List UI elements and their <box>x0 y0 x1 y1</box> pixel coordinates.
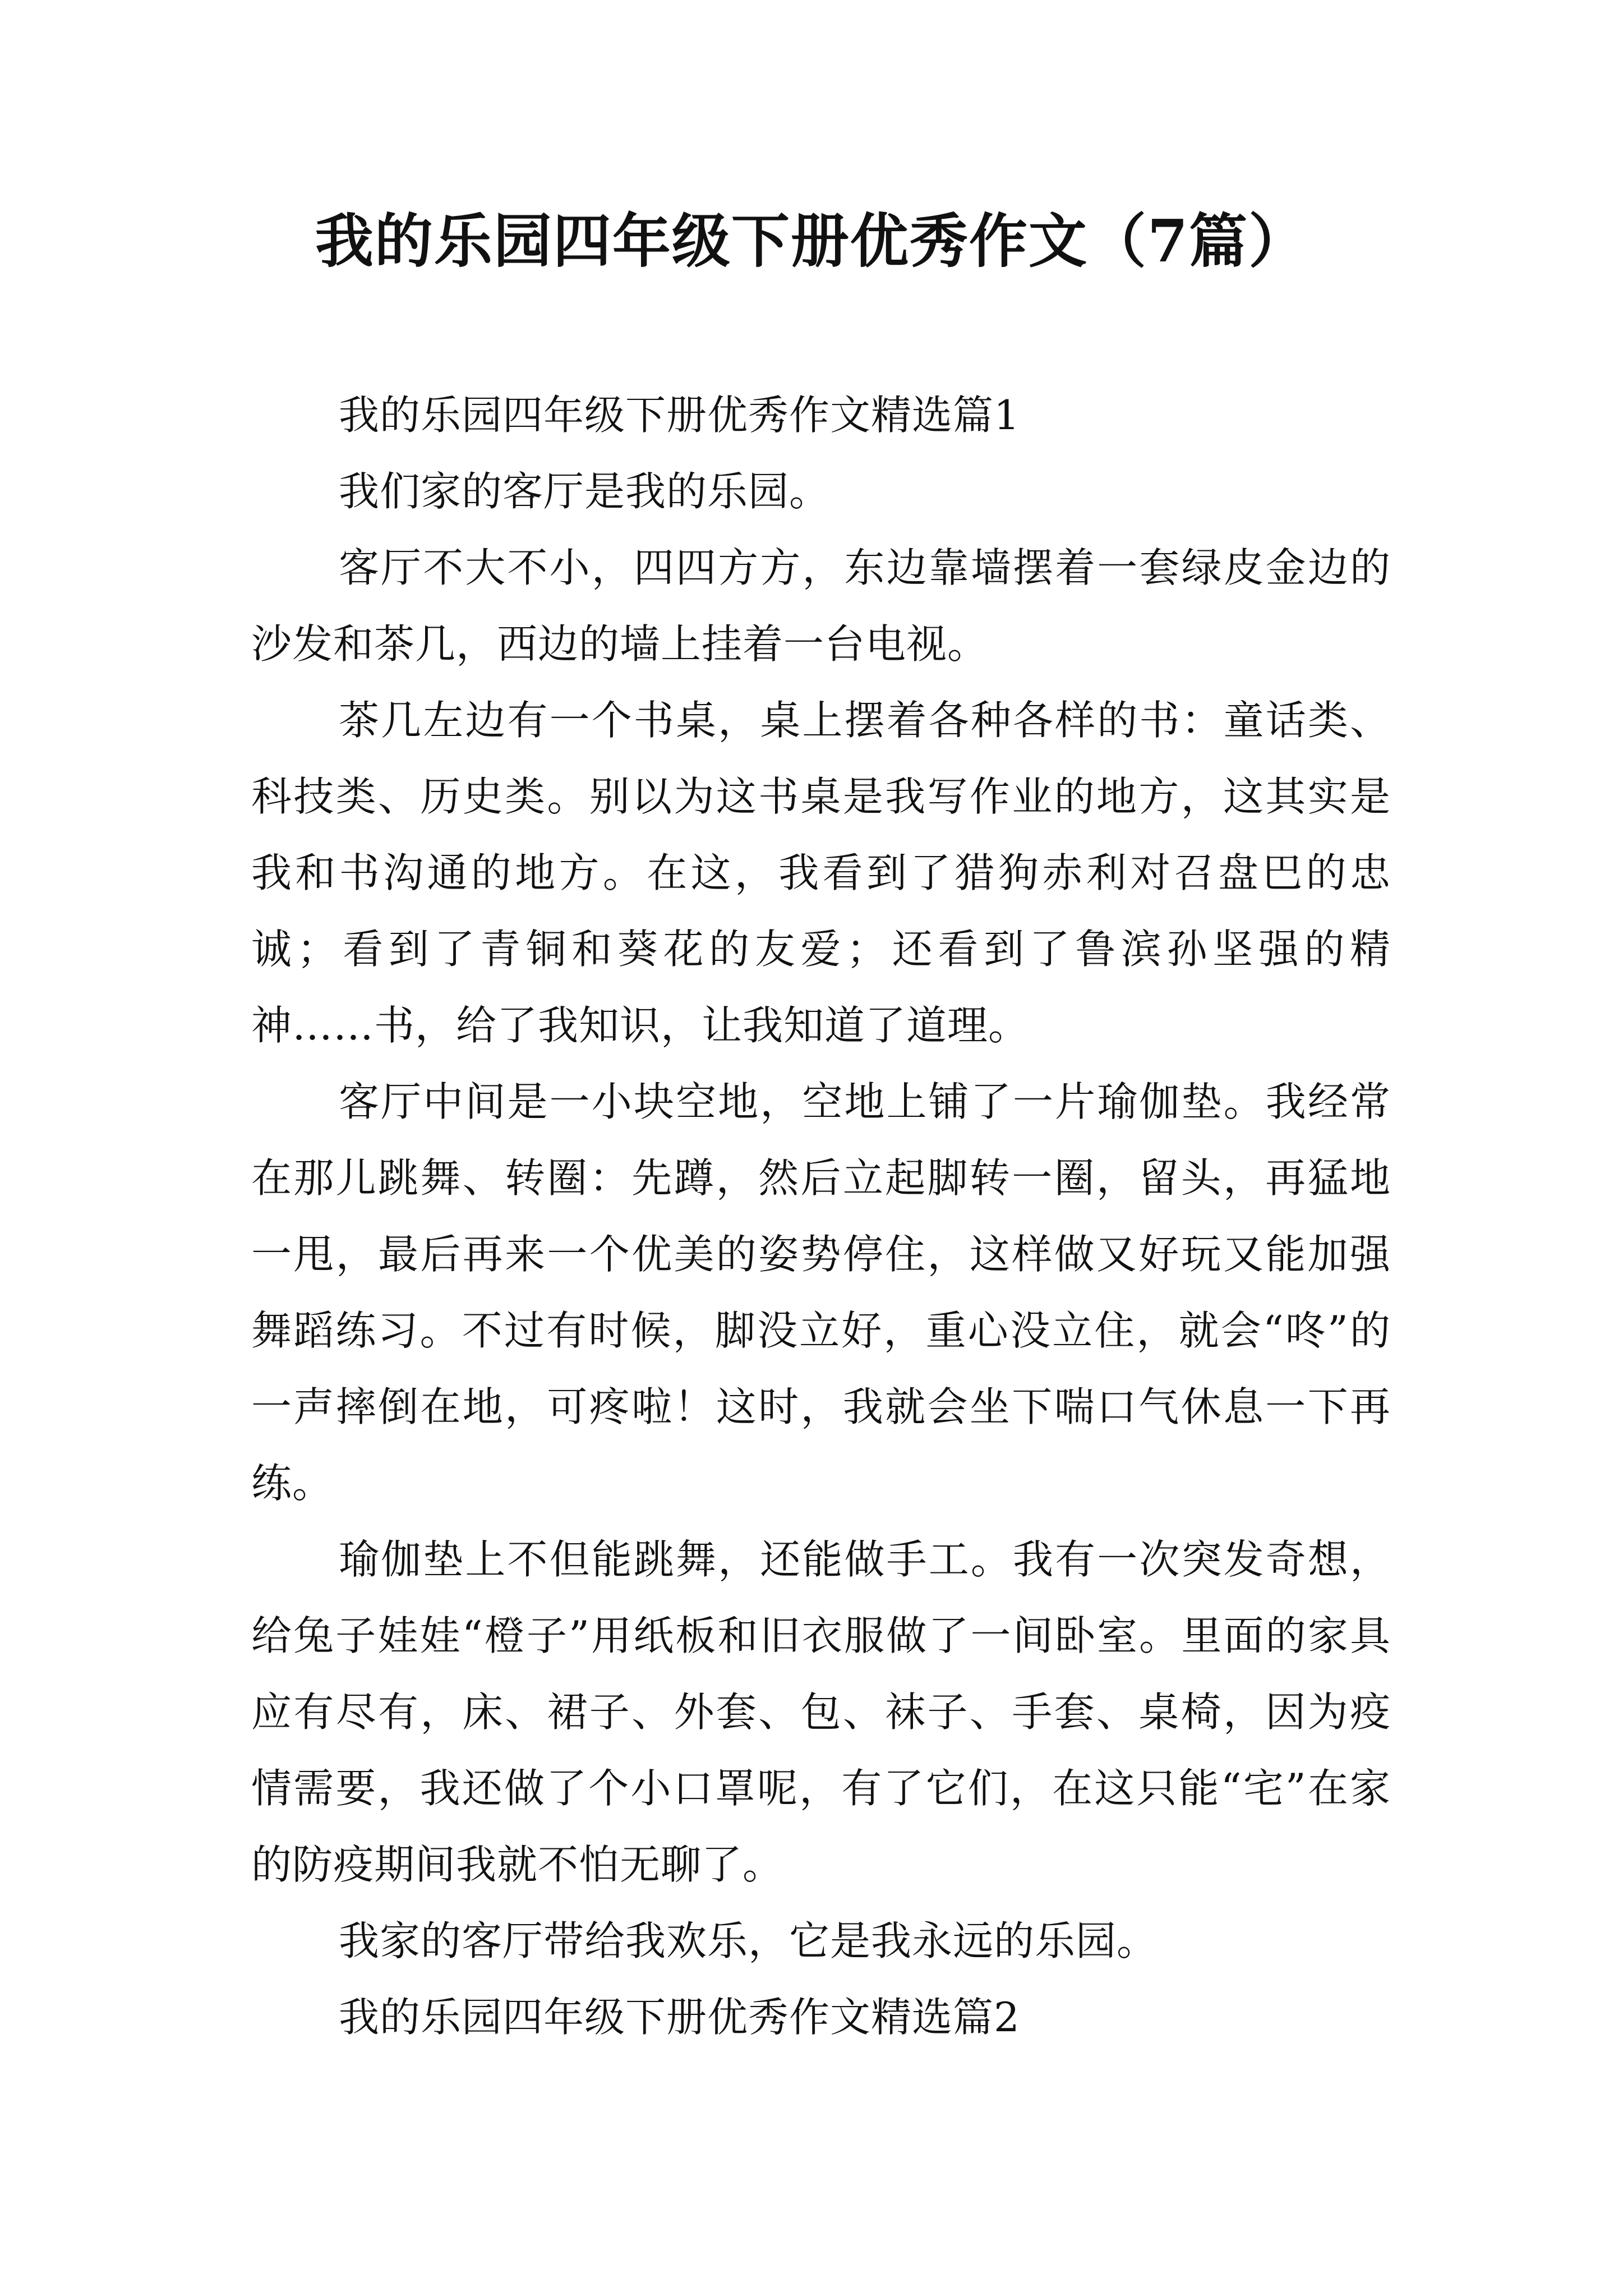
paragraph-dance: 客厅中间是一小块空地，空地上铺了一片瑜伽垫。我经常在那儿跳舞、转圈：先蹲，然后立起脚转一圈，留头，再猛地一甩，最后再来一个优美的姿势停住，这样做又好玩又能加强舞蹈练习。不过有时候，脚没立好，重心没立住，就会“咚”的一声摔倒在地，可疼啦！这时，我就会坐下喘口气休息一下再练。 <box>251 1078 1391 1507</box>
section-heading-2: 我的乐园四年级下册优秀作文精选篇2 <box>339 1994 1020 2041</box>
paragraph-intro: 我们家的客厅是我的乐园。 <box>339 468 831 515</box>
paragraph-desk: 茶几左边有一个书桌，桌上摆着各种各样的书：童话类、科技类、历史类。别以为这书桌是我写作业的地方，这其实是我和书沟通的地方。在这，我看到了猎狗赤利对召盘巴的忠诚；看到了青铜和葵花的友爱；还看到了鲁滨孙坚强的精神……书，给了我知识，让我知道了道理。 <box>251 697 1391 1049</box>
paragraph-living-room: 客厅不大不小，四四方方，东边靠墙摆着一套绿皮金边的沙发和茶几，西边的墙上挂着一台电视。 <box>251 544 1391 668</box>
section-heading-1: 我的乐园四年级下册优秀作文精选篇1 <box>339 392 1020 439</box>
paragraph-handcraft: 瑜伽垫上不但能跳舞，还能做手工。我有一次突发奇想，给兔子娃娃“橙子”用纸板和旧衣服做了一间卧室。里面的家具应有尽有，床、裙子、外套、包、袜子、手套、桌椅，因为疫情需要，我还做了个小口罩呢，有了它们，在这只能“宅”在家的防疫期间我就不怕无聊了。 <box>251 1536 1391 1888</box>
document-body <box>251 377 1391 2055</box>
paragraph-conclusion: 我家的客厅带给我欢乐，它是我永远的乐园。 <box>339 1917 1158 1964</box>
document-title: 我的乐园四年级下册优秀作文（7篇） <box>315 206 1308 275</box>
